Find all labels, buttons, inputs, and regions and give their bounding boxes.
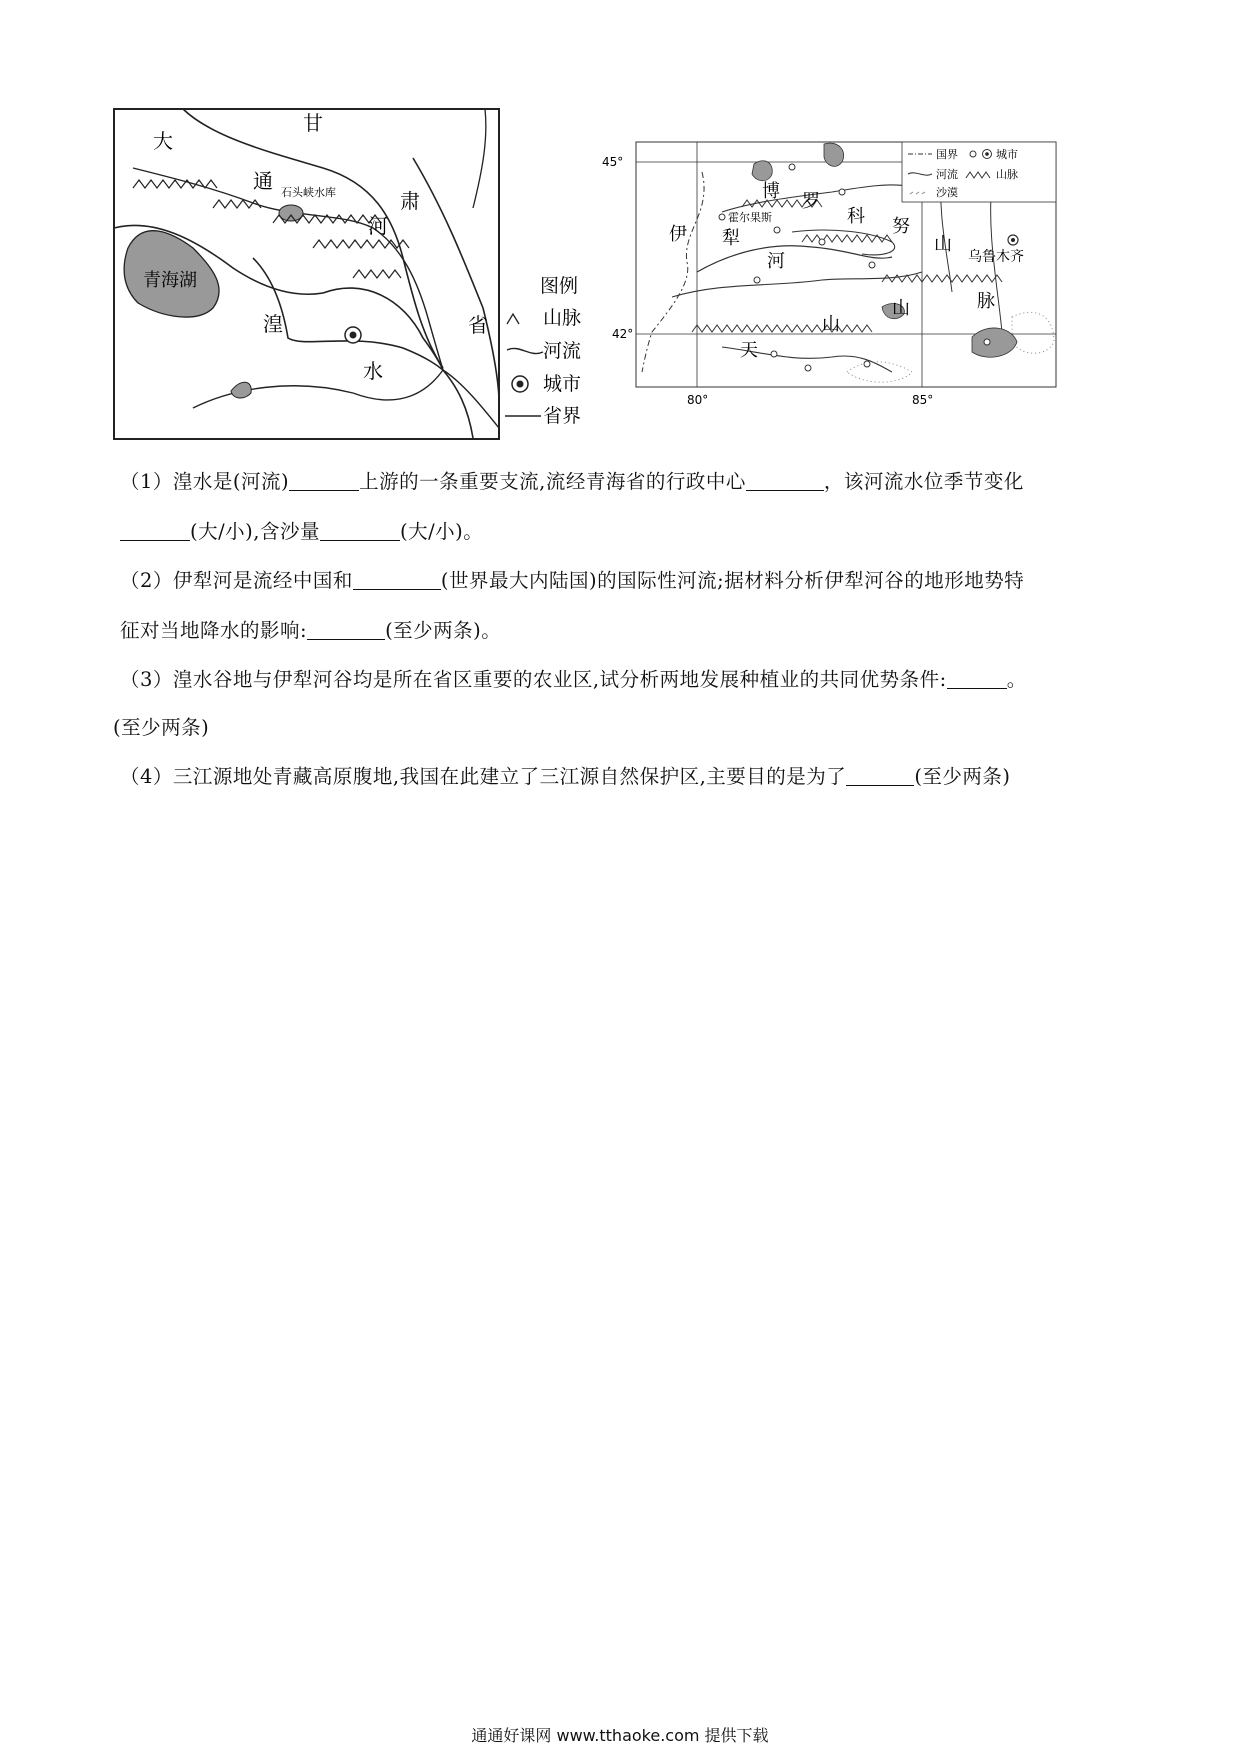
- label-su: 肃: [400, 189, 420, 213]
- q3-text-b: 。: [1006, 668, 1027, 691]
- city-3: [819, 239, 825, 245]
- city-9: [864, 361, 870, 367]
- q2-text-b: (世界最大内陆国)的国际性河流;据材料分析伊犁河谷的地形地势特: [440, 569, 1025, 592]
- q1-text-c: ，该河流水位季节变化: [823, 470, 1024, 493]
- label-shui: 水: [363, 359, 383, 383]
- city-7: [771, 351, 777, 357]
- desert-2: [1012, 312, 1054, 353]
- mountain-center: [802, 235, 892, 242]
- label-sheng: 省: [468, 313, 488, 337]
- city-10: [984, 339, 990, 345]
- national-border: [642, 172, 704, 372]
- question-4-line-1: [120, 762, 1011, 792]
- lake-east: [972, 328, 1017, 357]
- q1-text-b: 上游的一条重要支流,流经青海省的行政中心: [359, 470, 746, 493]
- legend-city: 城市: [543, 373, 582, 395]
- city-marker-dot: [350, 332, 357, 339]
- label-shan-3: 山: [892, 298, 910, 319]
- label-tong: 通: [253, 169, 273, 193]
- label-bo: 博: [762, 181, 780, 202]
- label-shan-2: 山: [822, 314, 840, 335]
- legend-border-text: 国界: [936, 148, 958, 161]
- question-1-line-2: [120, 517, 483, 547]
- label-qinghai-lake: 青海湖: [143, 270, 197, 291]
- label-he-right: 河: [767, 251, 785, 272]
- label-yi: 伊: [669, 224, 687, 245]
- city-2: [789, 164, 795, 170]
- label-huoerguosi: 霍尔果斯: [728, 211, 772, 224]
- question-2-line-2: [120, 616, 501, 646]
- legend-river: 河流: [543, 340, 582, 362]
- answer-blank-q2-precip[interactable]: [307, 619, 385, 640]
- ili-river: [697, 246, 892, 272]
- q1-text-d: (大/小),含沙量: [190, 520, 320, 543]
- lake-sayram: [752, 161, 772, 181]
- label-reservoir: 石头峡水库: [281, 186, 336, 199]
- river-north: [473, 109, 486, 208]
- label-li: 犁: [722, 228, 740, 249]
- tianshan-mountains: [692, 325, 872, 332]
- label-huang: 湟: [263, 312, 283, 336]
- answer-blank-q1-city[interactable]: [746, 470, 824, 491]
- boundary-east: [413, 158, 499, 398]
- reservoir-shape: [279, 205, 303, 221]
- lon-85-label: 85°: [912, 393, 934, 407]
- legend-desert-text: 沙漠: [936, 186, 958, 199]
- q2-text-a: （2）伊犁河是流经中国和: [120, 569, 353, 592]
- label-tian: 天: [740, 340, 758, 361]
- q1-text-e: (大/小)。: [399, 520, 484, 543]
- province-boundary: [183, 109, 443, 368]
- ili-river-map: [592, 132, 1072, 432]
- right-legend-box: [902, 142, 1056, 202]
- legend-river-text: 河流: [936, 168, 958, 181]
- lake-north: [824, 143, 844, 166]
- label-da: 大: [153, 129, 173, 153]
- label-he: 河: [368, 214, 388, 238]
- label-urumqi: 乌鲁木齐: [968, 249, 1024, 265]
- label-shan-1: 山: [934, 234, 952, 255]
- answer-blank-q2-country[interactable]: [353, 569, 441, 590]
- river-icon: [507, 348, 543, 353]
- legend-boundary: 省界: [543, 405, 582, 427]
- answer-blank-q1-sediment[interactable]: [320, 520, 400, 541]
- left-map-legend: [505, 272, 605, 437]
- q2-text-d: (至少两条)。: [385, 619, 502, 642]
- city-icon-dot: [517, 381, 524, 388]
- legend-title: 图例: [540, 275, 579, 297]
- label-mai: 脉: [977, 291, 995, 312]
- label-luo: 罗: [802, 191, 820, 212]
- capital-icon-dot: [985, 152, 989, 156]
- river-middle: [672, 272, 922, 297]
- lat-42-label: 42°: [612, 327, 634, 341]
- q4-text-b: (至少两条): [914, 765, 1011, 788]
- label-ke: 科: [847, 206, 865, 227]
- q1-text-a: （1）湟水是(河流): [120, 470, 290, 493]
- legend-city-text: 城市: [996, 148, 1018, 161]
- city-urumqi-dot: [1011, 238, 1015, 242]
- page-footer: 通通好课网 www.tthaoke.com 提供下载: [471, 1726, 769, 1745]
- town-icon: [970, 151, 976, 157]
- tianshan-east: [882, 275, 1002, 282]
- yellow-river: [443, 370, 473, 438]
- legend-mountain: 山脉: [543, 307, 582, 329]
- small-lake: [231, 382, 251, 398]
- mountain-icon: [507, 314, 519, 324]
- question-1-line-1: [120, 467, 1024, 497]
- lon-80-label: 80°: [687, 393, 709, 407]
- city-6: [869, 262, 875, 268]
- city-4: [754, 277, 760, 283]
- label-nu: 努: [892, 216, 910, 237]
- q3-text-a: （3）湟水谷地与伊犁河谷均是所在省区重要的农业区,试分析两地发展种植业的共同优势条件:: [120, 668, 947, 691]
- river-east: [443, 370, 499, 428]
- city-1: [774, 227, 780, 233]
- question-3-line-2: [113, 713, 209, 743]
- q2-text-c: 征对当地降水的影响:: [120, 619, 308, 642]
- q4-text-a: （4）三江源地处青藏高原腹地,我国在此建立了三江源自然保护区,主要目的是为了: [120, 765, 847, 788]
- question-3-line-1: [120, 665, 1027, 695]
- city-huoerguosi: [719, 214, 725, 220]
- q3-text-c: (至少两条): [113, 716, 210, 739]
- legend-mountain-text: 山脉: [996, 168, 1018, 181]
- question-2-line-1: [120, 566, 1024, 596]
- river-south: [193, 370, 443, 408]
- lat-45-label: 45°: [602, 155, 624, 169]
- mountain-range-5: [353, 270, 401, 278]
- mountain-range-1: [133, 180, 217, 188]
- huangshui-map: [113, 108, 503, 443]
- city-8: [805, 365, 811, 371]
- label-gan: 甘: [303, 111, 323, 135]
- city-5: [839, 189, 845, 195]
- answer-blank-q1-river[interactable]: [289, 470, 359, 491]
- answer-blank-q3[interactable]: [947, 668, 1007, 689]
- answer-blank-q4[interactable]: [846, 765, 914, 786]
- answer-blank-q1-level[interactable]: [120, 520, 190, 541]
